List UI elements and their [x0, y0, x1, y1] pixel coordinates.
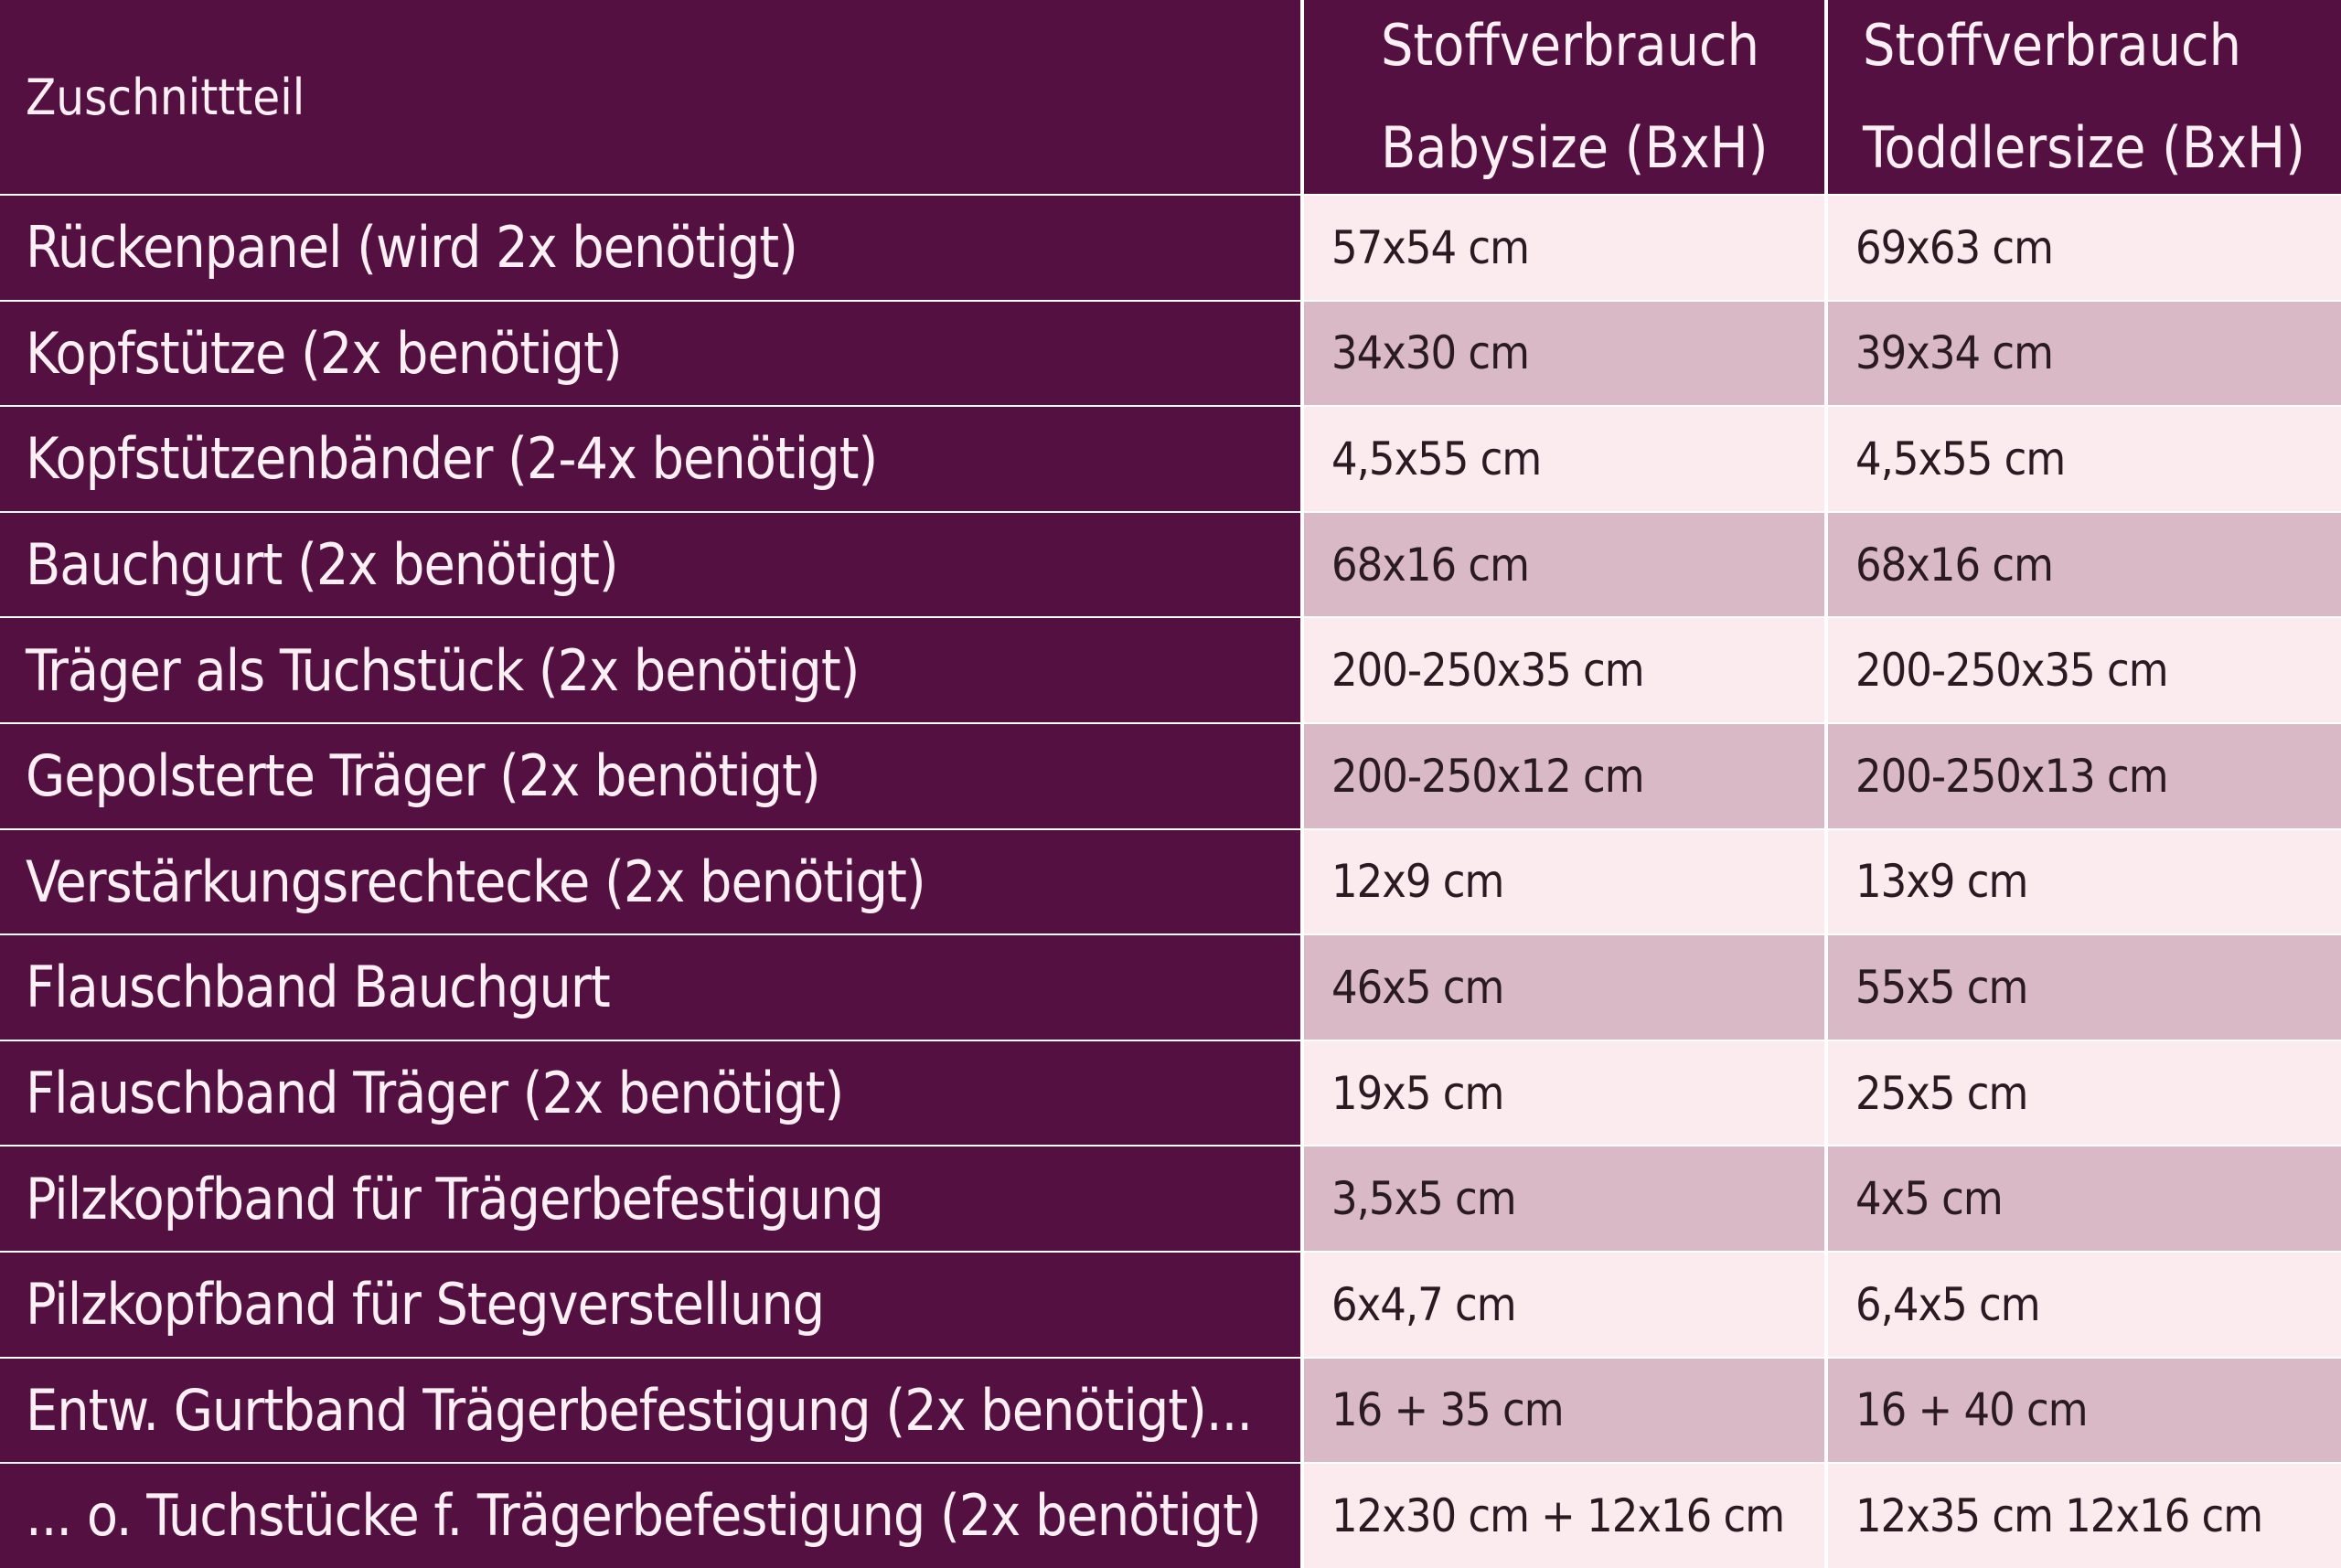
row-toddlersize-value: 39x34 cm — [1828, 302, 2341, 406]
row-toddlersize-value: 12x35 cm 12x16 cm — [1828, 1464, 2341, 1568]
row-toddlersize-value: 55x5 cm — [1828, 935, 2341, 1040]
row-babysize-value: 19x5 cm — [1304, 1041, 1824, 1146]
row-part-label: Entw. Gurtband Trägerbefestigung (2x benötigt)... — [0, 1359, 1300, 1463]
header-babysize — [1304, 0, 1824, 194]
header-part-label: Zuschnittteil — [0, 0, 1300, 194]
row-toddlersize-value: 16 + 40 cm — [1828, 1359, 2341, 1463]
row-toddlersize-value: 6,4x5 cm — [1828, 1253, 2341, 1357]
row-babysize-value: 4,5x55 cm — [1304, 407, 1824, 511]
row-babysize-value: 3,5x5 cm — [1304, 1147, 1824, 1251]
row-part-label: Pilzkopfband für Trägerbefestigung — [0, 1147, 1300, 1251]
row-part-label: Verstärkungsrechtecke (2x benötigt) — [0, 830, 1300, 934]
row-toddlersize-value: 68x16 cm — [1828, 513, 2341, 617]
row-part-label: Kopfstützenbänder (2-4x benötigt) — [0, 407, 1300, 511]
row-babysize-value: 57x54 cm — [1304, 196, 1824, 300]
row-toddlersize-value: 13x9 cm — [1828, 830, 2341, 934]
row-babysize-value: 12x9 cm — [1304, 830, 1824, 934]
row-babysize-value: 16 + 35 cm — [1304, 1359, 1824, 1463]
row-babysize-value: 6x4,7 cm — [1304, 1253, 1824, 1357]
row-babysize-value: 68x16 cm — [1304, 513, 1824, 617]
header-babysize-line2: Babysize (BxH) — [1381, 114, 1769, 181]
row-part-label: Kopfstütze (2x benötigt) — [0, 302, 1300, 406]
row-babysize-value: 34x30 cm — [1304, 302, 1824, 406]
header-toddlersize-line1: Stoffverbrauch — [1863, 12, 2241, 79]
row-toddlersize-value: 200-250x35 cm — [1828, 618, 2341, 722]
header-toddlersize-line2: Toddlersize (BxH) — [1863, 114, 2305, 181]
header-toddlersize — [1828, 0, 2341, 194]
row-babysize-value: 12x30 cm + 12x16 cm — [1304, 1464, 1824, 1568]
header-babysize-line1: Stoffverbrauch — [1381, 12, 1759, 79]
row-toddlersize-value: 25x5 cm — [1828, 1041, 2341, 1146]
row-part-label: Flauschband Bauchgurt — [0, 935, 1300, 1040]
row-babysize-value: 46x5 cm — [1304, 935, 1824, 1040]
row-part-label: Gepolsterte Träger (2x benötigt) — [0, 724, 1300, 828]
row-part-label: Bauchgurt (2x benötigt) — [0, 513, 1300, 617]
row-part-label: Pilzkopfband für Stegverstellung — [0, 1253, 1300, 1357]
row-babysize-value: 200-250x12 cm — [1304, 724, 1824, 828]
row-part-label: Rückenpanel (wird 2x benötigt) — [0, 196, 1300, 300]
row-part-label: Träger als Tuchstück (2x benötigt) — [0, 618, 1300, 722]
row-toddlersize-value: 4,5x55 cm — [1828, 407, 2341, 511]
row-toddlersize-value: 4x5 cm — [1828, 1147, 2341, 1251]
row-part-label: Flauschband Träger (2x benötigt) — [0, 1041, 1300, 1146]
row-toddlersize-value: 69x63 cm — [1828, 196, 2341, 300]
row-babysize-value: 200-250x35 cm — [1304, 618, 1824, 722]
row-part-label: ... o. Tuchstücke f. Trägerbefestigung (2x benötigt) — [0, 1464, 1300, 1568]
row-toddlersize-value: 200-250x13 cm — [1828, 724, 2341, 828]
